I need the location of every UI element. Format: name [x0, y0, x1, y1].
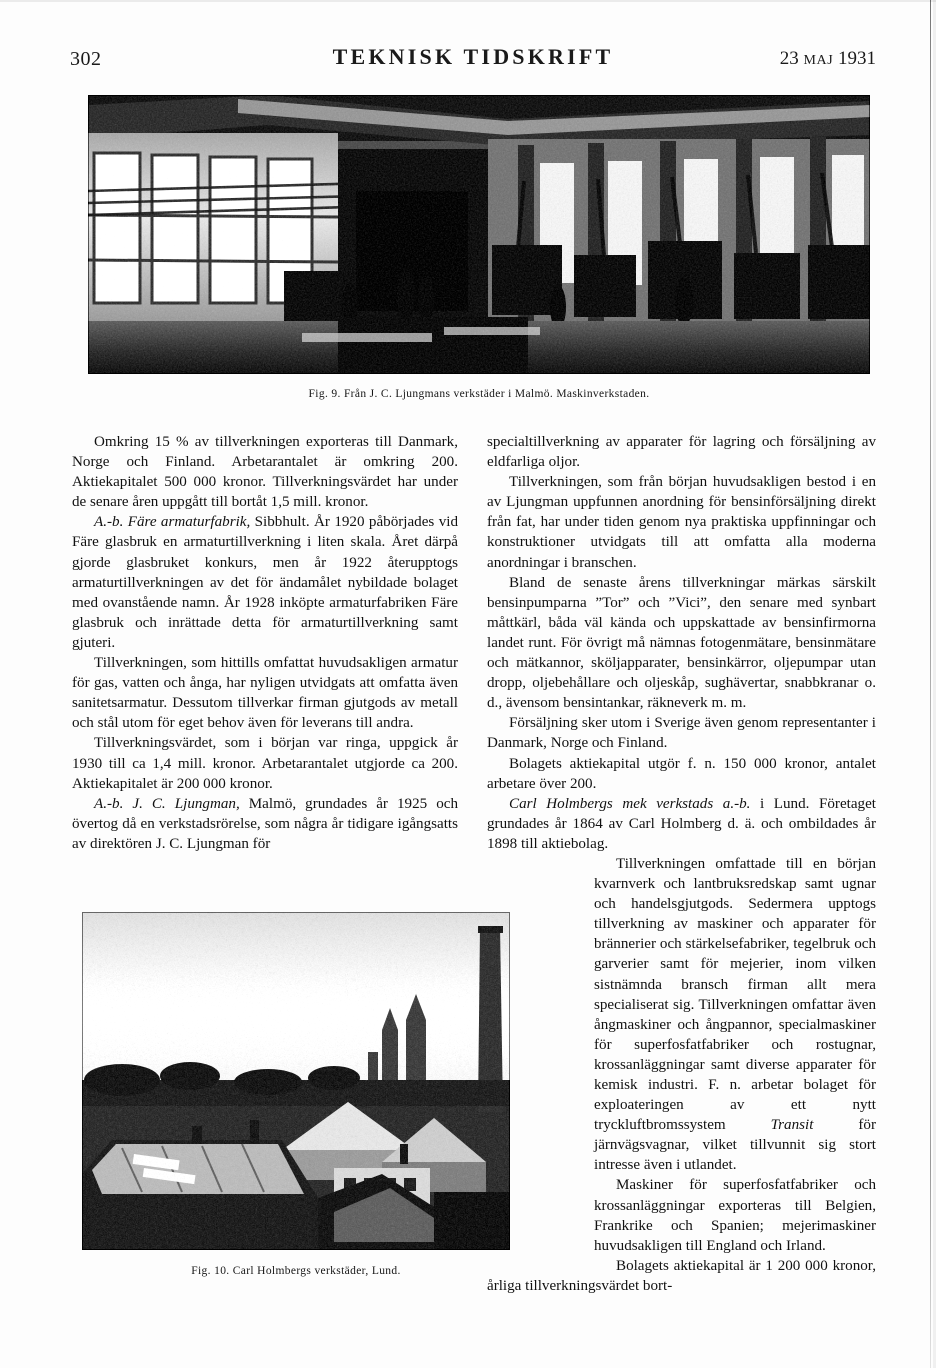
journal-title: TEKNISK TIDSKRIFT	[332, 44, 614, 69]
paragraph	[72, 794, 458, 854]
paragraph-text: i Lund. Företaget grundades år 1864 av Carl Holmberg d. ä. och ombildades år 1898 till aktiebolag.	[487, 795, 876, 852]
running-head	[70, 44, 876, 74]
paragraph: Omkring 15 % av tillverkningen exporteras till Danmark, Norge och Finland. Arbetarantalet är omkring 200. Aktiekapitalet 500 000 kronor. Tillverkningsvärdet har under de senare åren uppgått till bortåt 1,5 mill. kronor.	[72, 434, 458, 511]
paragraph	[72, 512, 458, 653]
body-text-right-column	[487, 432, 876, 1296]
paragraph: Bolagets aktiekapital är 1 200 000 kronor, årliga tillverkningsvärdet bort-	[487, 1257, 876, 1294]
paragraph: Bland de senaste årens tillverkningar märkas särskilt bensinpumparna ”Tor” och ”Vici”, den senare med synbart måttkärl, båda väl kända och uppskattade av bensinfirmorna landet runt. För övrigt må nämnas fotogenmätare, bensinmätare och mätkannor, sköljapparater, bensinkärror, oljepumpar utan dropp, oljebehållare och oljeskåp, sughävertar, snabbkranar o. d., ävensom bensintankar, räkneverk m. m.	[487, 574, 876, 712]
paragraph-text: Sibbhult. År 1920 påbörjades vid Färe glasbruk en armaturtillverkning i liten skala. Året därpå gjorde glasbruket konkurs, men år 1922 återupptogs armaturtillverkningen av det för ändamålet nybildade bolaget med ovanstående namn. År 1928 inköpte armaturfabriken Färe glasbruk och inrättade detta för armaturtillverkning samt gjuteri.	[72, 514, 458, 651]
paragraph	[487, 794, 876, 854]
company-name: Carl Holmbergs mek verkstads a.-b.	[509, 795, 751, 812]
issue-date	[780, 48, 876, 70]
figure-9-caption: Fig. 9. Från J. C. Ljungmans verkstäder i Malmö. Maskinverkstaden.	[308, 388, 650, 400]
figure-text-wrap-spacer	[487, 854, 594, 1266]
scan-right-edge-line	[930, 0, 931, 1368]
figure-10-caption: Fig. 10. Carl Holmbergs verkstäder, Lund.	[191, 1265, 401, 1277]
page-number: 302	[70, 48, 102, 70]
machine-shop-interior-photo	[88, 95, 870, 374]
figure-10	[82, 912, 510, 1250]
paragraph: Tillverkningen, som hittills omfattat huvudsakligen armatur för gas, vatten och ånga, har nyligen utvidgats att omfatta även sanitetsarmatur. Dessutom tillverkar firman gjutgods av metall och stål utom för eget behov även för leverans till andra.	[72, 655, 458, 732]
paragraph-text: Tillverkningen omfattade till en början kvarnverk och lantbruksredskap samt ugnar och handelsgjutgods. Sedermera upptogs tillverkning av maskiner och apparater för brännerier och stärkelsefabriker, tegelbruk och garverier samt för mejerier, inom vilken sistnämnda bransch firman allt mera specialiserat sig. Tillverkningen omfattar även ångmaskiner och ångpannor, specialmaskiner för superfosfatfabriker och rostugnar, krossanläggningar samt diverse apparater för kemisk industri. F. n. arbetar bolaget för exploateringen av ett nytt tryckluftbromssystem	[594, 855, 876, 1134]
scan-top-edge	[0, 0, 936, 2]
issue-date-year: 1931	[838, 48, 876, 69]
company-name: A.-b. Färe armaturfabrik,	[94, 514, 251, 531]
factory-rooftops-photo	[82, 912, 510, 1250]
paragraph: Tillverkningen, som från början huvudsakligen bestod i en av Ljungman uppfunnen anordning för bensinförsäljning direkt från fat, har under tiden genom nya praktiska uppfinningar och konstruktioner utvidgats till att omfatta alla moderna anordningar i branschen.	[487, 474, 876, 571]
body-text-left-column	[72, 432, 458, 854]
paragraph: Försäljning sker utom i Sverige även genom representanter i Danmark, Norge och Finland.	[487, 715, 876, 752]
paragraph-text: för järnvägsvagnar, vilket tillvunnit sig stort intresse även i utlandet.	[594, 1117, 876, 1174]
company-name: A.-b. J. C. Ljungman,	[94, 795, 240, 812]
paragraph: Bolagets aktiekapital utgör f. n. 150 000 kronor, antalet arbetare över 200.	[487, 755, 876, 792]
issue-date-day: 23	[779, 48, 799, 69]
product-name: Transit	[770, 1117, 814, 1134]
paragraph-text: Malmö, grundades år 1925 och övertog då en verkstadsrörelse, som några år tidigare igångsatts av direktören J. C. Ljungman för	[72, 795, 458, 852]
paragraph	[487, 854, 876, 1176]
issue-date-month: MAJ	[803, 53, 834, 68]
figure-9	[88, 95, 870, 374]
paragraph: Tillverkningsvärdet, som i början var ringa, uppgick år 1930 till ca 1,4 mill. kronor. Arbetarantalet utgjorde ca 200. Aktiekapitalet är 200 000 kronor.	[72, 735, 458, 792]
paragraph: Maskiner för superfosfatfabriker och krossanläggningar exporteras till Belgien, Frankrike och Spanien; mejerimaskiner huvudsakligen till England och Irland.	[594, 1177, 876, 1254]
paragraph: specialtillverkning av apparater för lagring och försäljning av eldfarliga oljor.	[487, 434, 876, 471]
